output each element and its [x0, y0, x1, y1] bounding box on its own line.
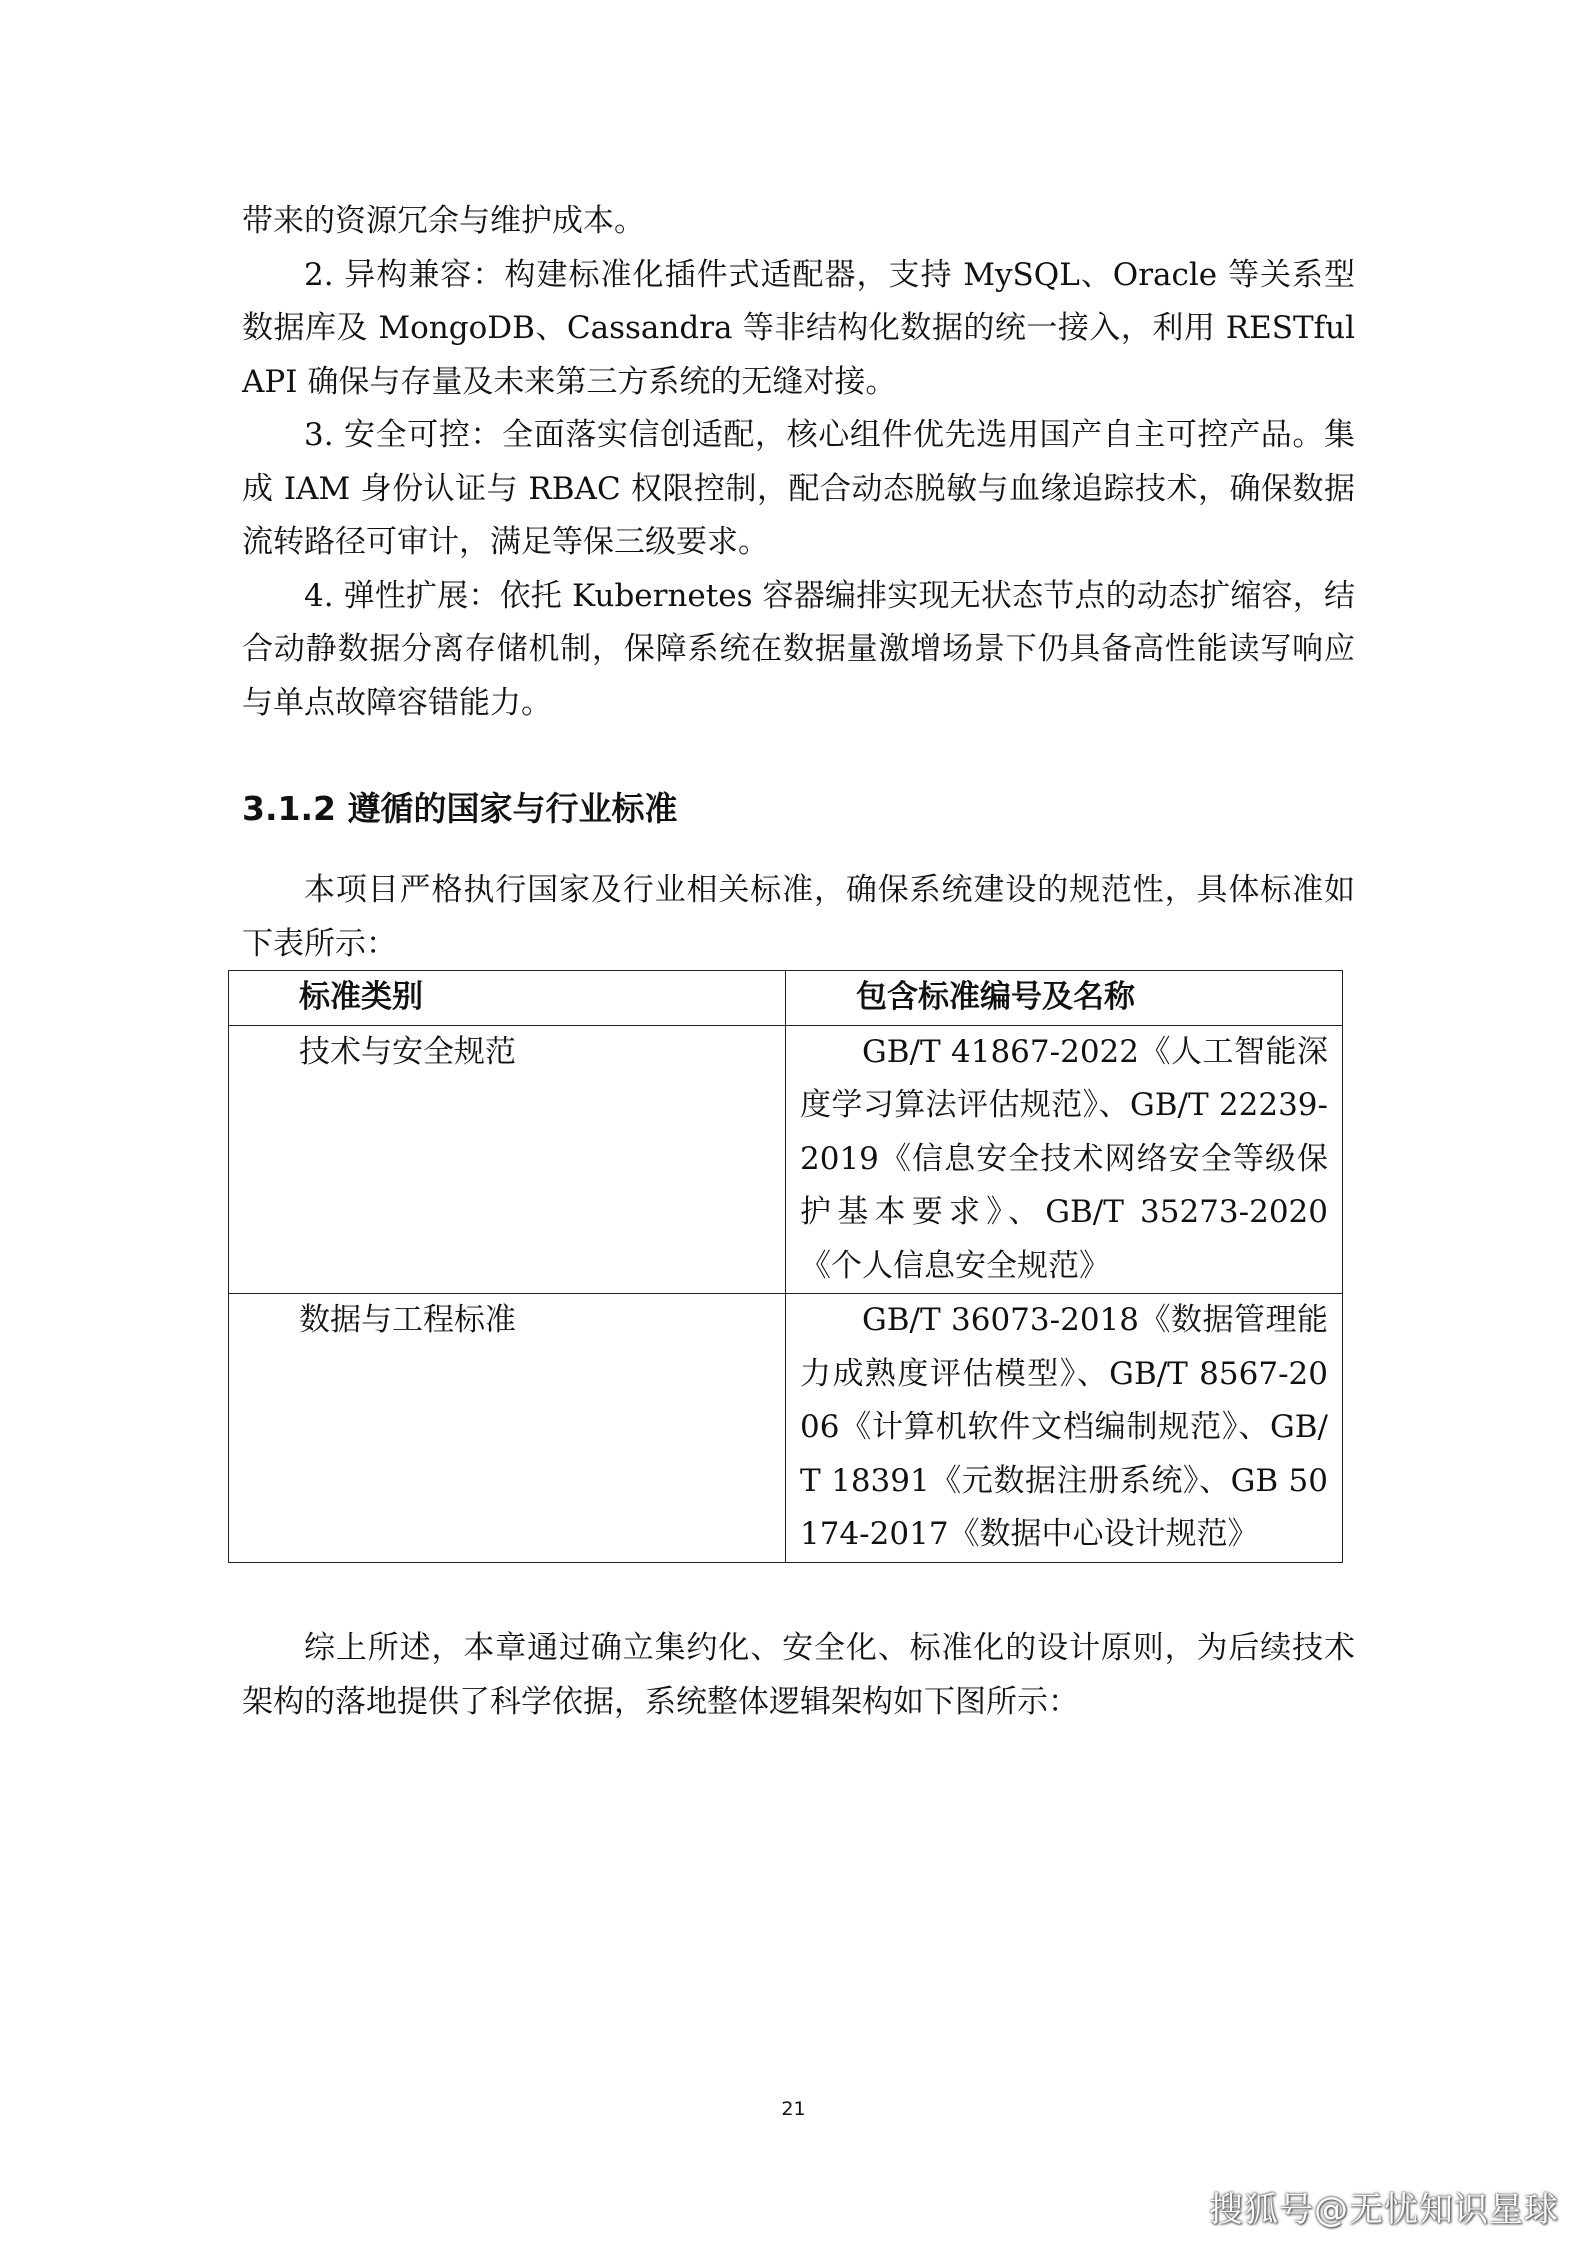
conclusion-block [242, 1622, 1355, 1729]
section-intro: 本项目严格执行国家及行业相关标准，确保系统建设的规范性，具体标准如下表所示： [242, 872, 1355, 962]
header-category: 标准类别 [229, 971, 786, 1026]
table-row [229, 1294, 1343, 1563]
page-number: 21 [781, 2098, 806, 2120]
row-category: 数据与工程标准 [229, 1294, 786, 1563]
row-category: 技术与安全规范 [229, 1025, 786, 1294]
paragraph-elastic-scaling: 4. 弹性扩展：依托 Kubernetes 容器编排实现无状态节点的动态扩缩容，结合动静数据分离存储机制，保障系统在数据量激增场景下仍具备高性能读写响应与单点故障容错能力。 [242, 577, 1355, 721]
conclusion-paragraph: 综上所述，本章通过确立集约化、安全化、标准化的设计原则，为后续技术架构的落地提供了科学依据，系统整体逻辑架构如下图所示： [242, 1630, 1355, 1720]
table-row [229, 1025, 1343, 1294]
header-standards: 包含标准编号及名称 [786, 971, 1343, 1026]
page-body [242, 195, 1355, 971]
standards-table [228, 970, 1343, 1563]
row-standards: GB/T 36073-2018《数据管理能力成熟度评估模型》、GB/T 8567-2006《计算机软件文档编制规范》、GB/T 18391《元数据注册系统》、GB 50174-2017《数据中心设计规范》 [786, 1294, 1343, 1563]
watermark: 搜狐号@无忧知识星球 [1209, 2190, 1559, 2230]
paragraph-heterogeneous-compatibility: 2. 异构兼容：构建标准化插件式适配器，支持 MySQL、Oracle 等关系型数据库及 MongoDB、Cassandra 等非结构化数据的统一接入，利用 RESTful API 确保与存量及未来第三方系统的无缝对接。 [242, 256, 1355, 400]
table-header-row [229, 971, 1343, 1026]
section-heading: 3.1.2 遵循的国家与行业标准 [242, 789, 678, 828]
paragraph-security-control: 3. 安全可控：全面落实信创适配，核心组件优先选用国产自主可控产品。集成 IAM 身份认证与 RBAC 权限控制，配合动态脱敏与血缘追踪技术，确保数据流转路径可审计，满足等保三级要求。 [242, 417, 1355, 560]
row-standards: GB/T 41867-2022《人工智能深度学习算法评估规范》、GB/T 22239-2019《信息安全技术网络安全等级保护基本要求》、GB/T 35273-2020《个人信息安全规范》 [786, 1025, 1343, 1294]
paragraph-continuation: 带来的资源冗余与维护成本。 [242, 203, 645, 239]
